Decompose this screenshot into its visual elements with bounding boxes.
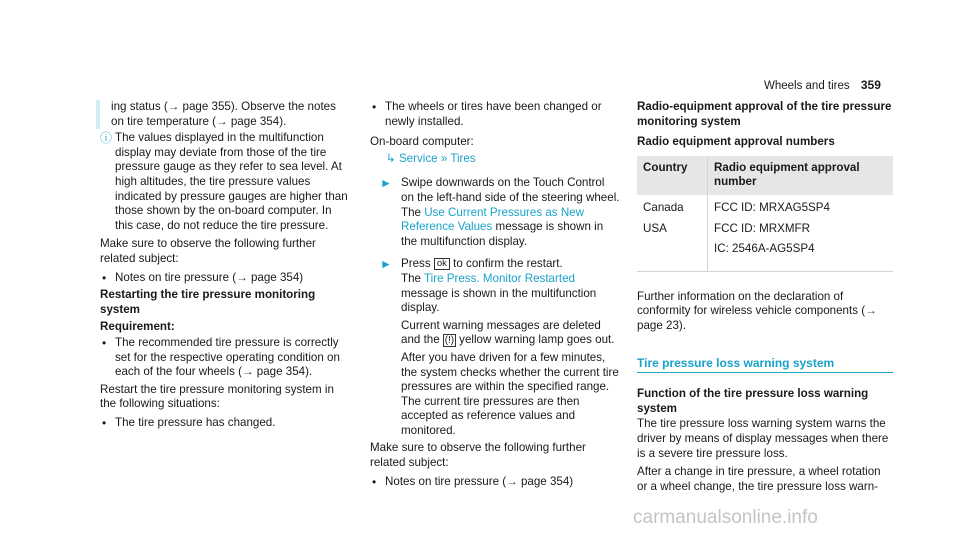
function-text: The tire pressure loss warning system warns the driver by means of display messages when there is a severe tire pressure loss.	[637, 417, 889, 460]
step-text	[401, 319, 620, 348]
path-arrow-icon: ↳	[386, 151, 396, 165]
path-chevron-icon: »	[440, 151, 448, 165]
bullet-icon: •	[102, 270, 107, 285]
restart-text: Restart the tire pressure monitoring system in the following situations:	[100, 382, 334, 411]
info-icon: ⓘ	[100, 131, 113, 146]
step-result-pre: The	[401, 271, 421, 285]
country: Canada	[643, 200, 684, 214]
approval-number: IC: 2546A-AG5SP4	[714, 242, 815, 256]
country: USA	[643, 221, 667, 235]
column-left	[100, 100, 350, 433]
step-result-post: message is shown in the multifunction display.	[401, 286, 597, 315]
bullet-icon: •	[102, 415, 107, 430]
list-item	[370, 475, 620, 490]
menu-path	[370, 152, 620, 167]
header-section-title: Wheels and tires	[764, 80, 850, 92]
step-warning-pre: Current warning messages are deleted and the	[401, 318, 601, 347]
instruction-step	[370, 257, 620, 438]
step-warning-post: yellow warning lamp goes out.	[459, 333, 615, 347]
display-message: Use Current Pressures as New Reference Values	[401, 205, 585, 234]
onboard-label: On-board computer:	[370, 135, 474, 149]
table-cell-countries	[637, 195, 708, 271]
arrow-step-icon: ►	[380, 257, 392, 272]
watermark: carmanualsonline.info	[633, 507, 818, 528]
observe-text: Make sure to observe the following further related subject:	[100, 237, 316, 265]
function-heading: Function of the tire pressure loss warning system	[637, 387, 869, 415]
step-action: Swipe downwards on the Touch Control on the left-hand side of the steering wheel.	[401, 176, 620, 204]
bullet-text: The tire pressure has changed.	[115, 415, 276, 429]
bullet-icon: •	[102, 335, 107, 350]
arrow-step-icon: ►	[380, 176, 392, 191]
after-change-text: After a change in tire pressure, a wheel rotation or a wheel change, the tire pressure loss warn-	[637, 465, 881, 493]
step-text	[401, 176, 620, 249]
approval-table	[637, 156, 893, 272]
bullet-text: Notes on tire pressure (→ page 354)	[385, 474, 574, 488]
list-item	[370, 100, 620, 129]
requirement-label: Requirement:	[100, 320, 175, 334]
step-result-post: message is shown in the multifunction display.	[401, 220, 604, 248]
step-text	[401, 257, 620, 315]
ok-key-icon: ok	[434, 258, 450, 270]
approval-numbers-heading: Radio equipment approval numbers	[637, 135, 835, 149]
info-note-text: The values displayed in the multifunction display may deviate from those of the tire pressure gauge as they refer to sea level. At high altitudes, the tire pressure values indicated by pressure gauges are higher than those shown by the on-board computer. In this case, do not reduce the tire pressure.	[115, 131, 348, 232]
radio-approval-heading: Radio-equipment approval of the tire pressure monitoring system	[637, 100, 892, 128]
bullet-icon: •	[372, 100, 377, 114]
step-action-pre: Press	[401, 257, 431, 271]
step-text: After you have driven for a few minutes, the system checks whether the current tire pressures are within the specified range. The current tire pressures are then accepted as reference values and monitored.	[401, 350, 619, 437]
display-message: Tire Press. Monitor Restarted	[424, 271, 575, 285]
warning-lamp-icon: (!)	[444, 335, 455, 347]
list-item	[100, 336, 350, 380]
table-header-country: Country	[637, 156, 708, 195]
list-item	[100, 271, 350, 286]
approval-number: FCC ID: MRXMFR	[714, 221, 810, 235]
further-info-text: Further information on the declaration of conformity for wireless vehicle components (→ page 23).	[637, 289, 877, 332]
column-right	[637, 100, 893, 498]
page-header	[764, 78, 881, 92]
step-action-post: to confirm the restart.	[453, 257, 563, 271]
list-item	[100, 416, 350, 431]
table-header-number: Radio equipment approval number	[708, 156, 894, 195]
info-note	[100, 131, 350, 233]
column-middle	[370, 100, 620, 492]
bullet-icon: •	[372, 474, 377, 489]
table-row	[637, 195, 893, 271]
table-header-row	[637, 156, 893, 195]
path-service: Service	[398, 151, 438, 165]
page-number: 359	[860, 78, 881, 92]
observe-text: Make sure to observe the following further related subject:	[370, 441, 586, 470]
table-cell-numbers	[708, 195, 894, 271]
restart-heading: Restarting the tire pressure monitoring system	[100, 288, 316, 316]
bullet-text: The wheels or tires have been changed or newly installed.	[385, 100, 602, 128]
step-result-pre: The	[401, 205, 421, 219]
section-title: Tire pressure loss warning system	[637, 356, 893, 374]
instruction-step	[370, 176, 620, 249]
bullet-text: Notes on tire pressure (→ page 354)	[115, 270, 304, 284]
continued-text: ing status (→ page 355). Observe the notes on tire temperature (→ page 354).	[96, 100, 350, 129]
path-tires: Tires	[450, 151, 476, 165]
approval-number: FCC ID: MRXAG5SP4	[714, 200, 830, 214]
bullet-text: The recommended tire pressure is correctly set for the respective operating condition on each of the four wheels (→ page 354).	[115, 335, 340, 379]
